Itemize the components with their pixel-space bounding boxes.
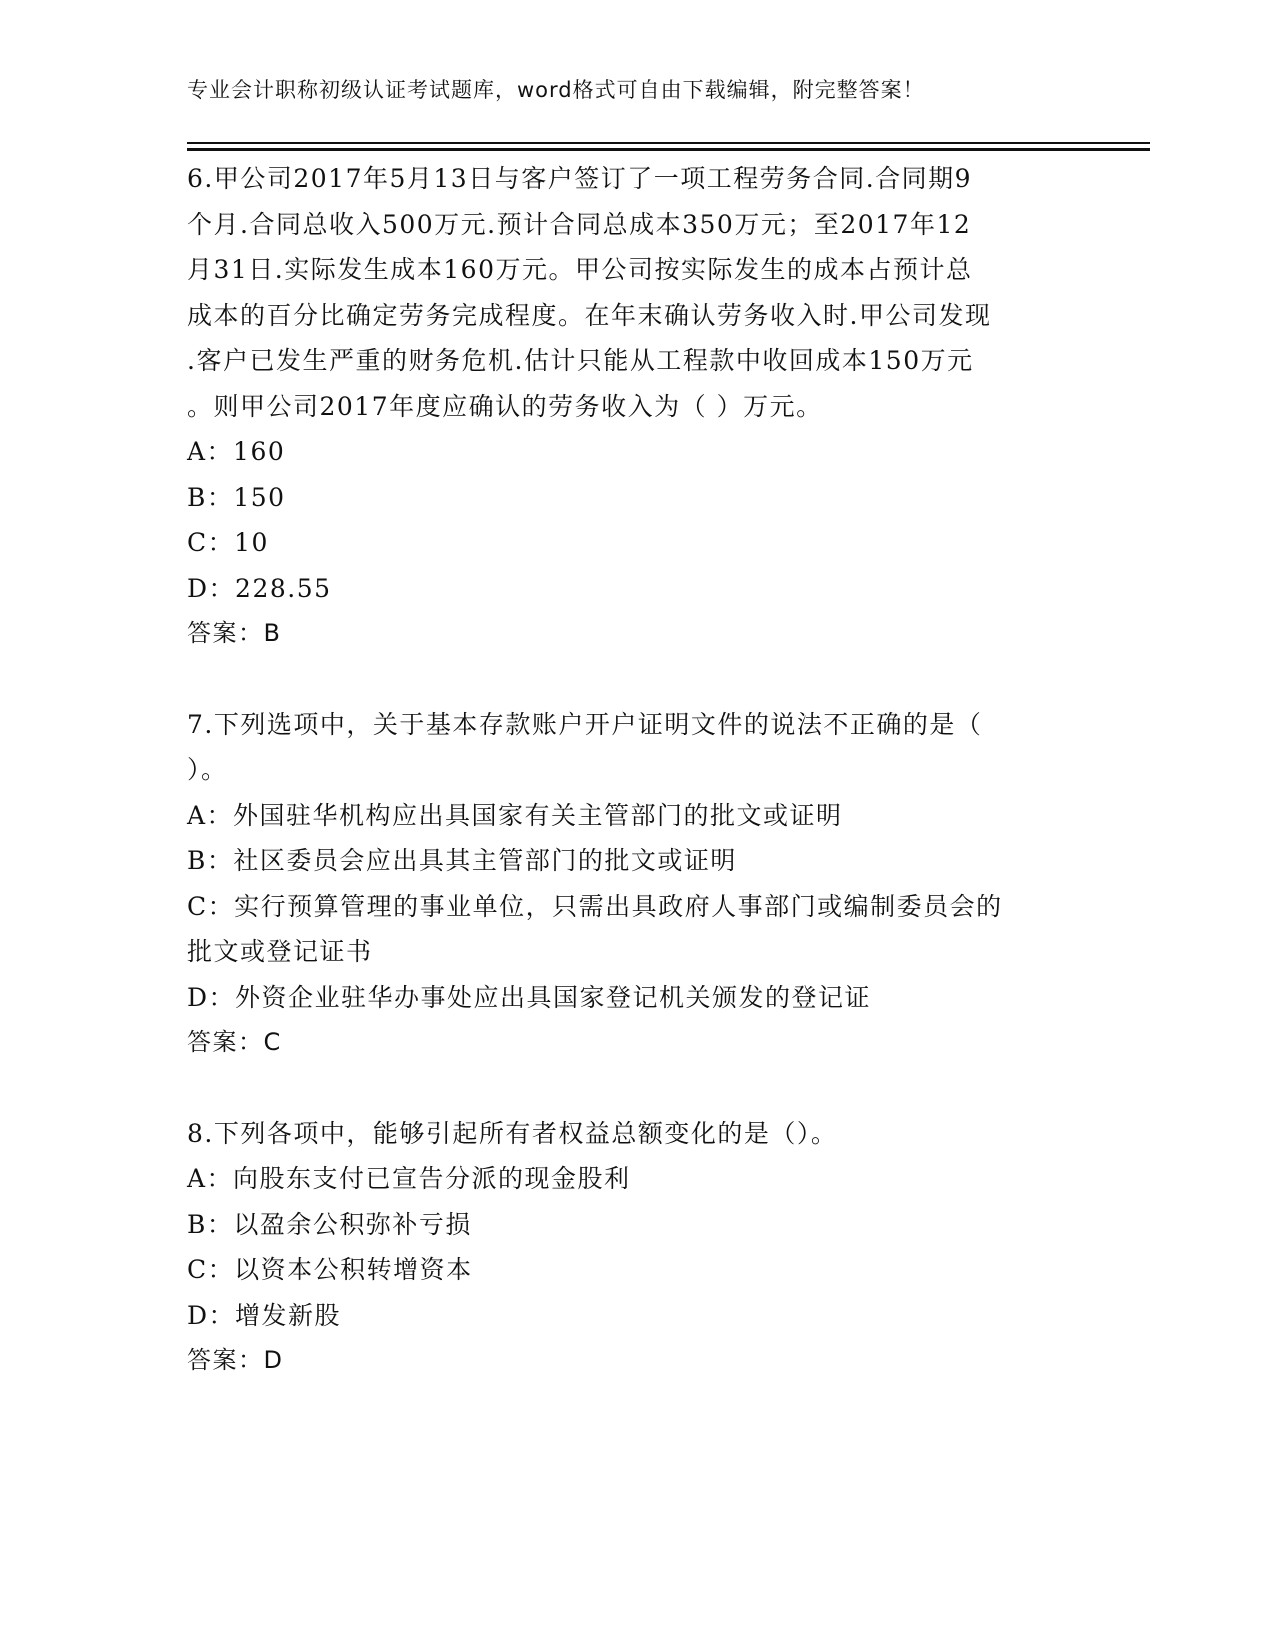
- option-a: A：外国驻华机构应出具国家有关主管部门的批文或证明: [187, 800, 843, 830]
- option-a: A：160: [187, 437, 286, 466]
- question-text-line: ）。: [187, 755, 228, 784]
- question-text-line: 。则甲公司2017年度应确认的劳务收入为（ ）万元。: [187, 391, 823, 421]
- question-text-line: .客户已发生严重的财务危机.估计只能从工程款中收回成本150万元: [187, 346, 974, 375]
- option-c: C：10: [187, 528, 269, 557]
- answer: 答案：C: [187, 1028, 282, 1056]
- option-c-continued: 批文或登记证书: [187, 937, 373, 966]
- question-text-line: 6.甲公司2017年5月13日与客户签订了一项工程劳务合同.合同期9: [187, 164, 973, 193]
- page-header: 专业会计职称初级认证考试题库，word格式可自由下载编辑，附完整答案！: [187, 78, 925, 102]
- option-c: C：实行预算管理的事业单位，只需出具政府人事部门或编制委员会的: [187, 891, 1003, 921]
- header-rule-thick: [187, 148, 1150, 151]
- option-d: D：228.55: [187, 573, 332, 603]
- option-b: B：150: [187, 482, 286, 512]
- answer: 答案：D: [187, 1346, 284, 1374]
- question-text-line: 成本的百分比确定劳务完成程度。在年末确认劳务收入时.甲公司发现: [187, 300, 992, 330]
- question-7: [187, 702, 1087, 1066]
- option-a: A：向股东支付已宣告分派的现金股利: [187, 1164, 631, 1193]
- question-text-line: 个月.合同总收入500万元.预计合同总成本350万元；至2017年12: [187, 209, 972, 239]
- question-8: [187, 1111, 1087, 1384]
- option-d: D：外资企业驻华办事处应出具国家登记机关颁发的登记证: [187, 982, 872, 1012]
- header-rule-thin: [187, 142, 1150, 144]
- option-c: C：以资本公积转增资本: [187, 1255, 473, 1284]
- question-text-line: 月31日.实际发生成本160万元。甲公司按实际发生的成本占预计总: [187, 255, 973, 284]
- question-text-line: 7.下列选项中，关于基本存款账户开户证明文件的说法不正确的是（: [187, 709, 983, 739]
- option-b: B：以盈余公积弥补亏损: [187, 1209, 472, 1239]
- question-text-line: 8.下列各项中，能够引起所有者权益总额变化的是（）。: [187, 1118, 838, 1148]
- answer: 答案：B: [187, 619, 282, 647]
- option-d: D：增发新股: [187, 1300, 342, 1330]
- question-6: [187, 156, 1087, 657]
- option-b: B：社区委员会应出具其主管部门的批文或证明: [187, 846, 737, 875]
- question-list: [187, 156, 1087, 1429]
